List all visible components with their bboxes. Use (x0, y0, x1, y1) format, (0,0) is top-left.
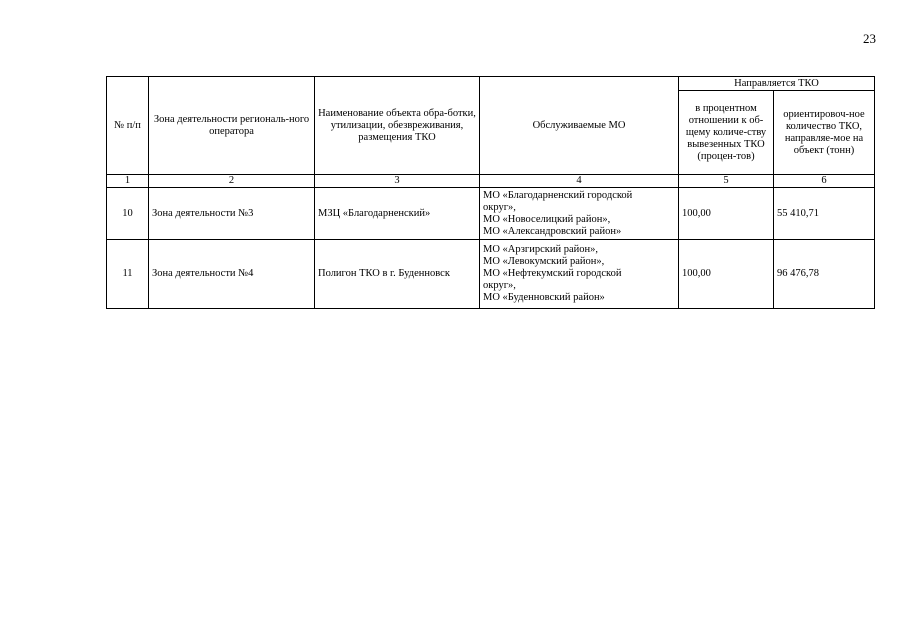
mo-line: МО «Новоселицкий район», (483, 213, 611, 225)
row-mo-list (480, 188, 679, 240)
header-zone: Зона деятельности региональ-ного оператора (149, 77, 315, 175)
row-number: 10 (107, 188, 149, 240)
header-directed-group: Направляется ТКО (679, 77, 875, 91)
page-number: 23 (863, 31, 876, 46)
mo-line: округ», (483, 201, 516, 213)
row-tons: 96 476,78 (774, 240, 875, 309)
mo-line: МО «Левокумский район», (483, 256, 605, 267)
column-number-3: 3 (315, 175, 480, 188)
header-percent: в процентном отношении к об-щему количе-ству вывезенных ТКО (процен-тов) (679, 91, 774, 175)
header-num: № п/п (107, 77, 149, 175)
mo-line: округ», (483, 280, 516, 291)
row-percent: 100,00 (679, 240, 774, 309)
mo-line: МО «Нефтекумский городской (483, 268, 622, 279)
header-mo: Обслуживаемые МО (480, 77, 679, 175)
mo-line: МО «Буденновский район» (483, 292, 605, 303)
table-row (107, 188, 875, 240)
header-object: Наименование объекта обра-ботки, утилизации, обезвреживания, размещения ТКО (315, 77, 480, 175)
row-object: МЗЦ «Благодарненский» (315, 188, 480, 240)
mo-line: МО «Арзгирский район», (483, 244, 598, 255)
row-zone: Зона деятельности №3 (149, 188, 315, 240)
row-object: Полигон ТКО в г. Буденновск (315, 240, 480, 309)
column-number-5: 5 (679, 175, 774, 188)
column-number-1: 1 (107, 175, 149, 188)
row-percent: 100,00 (679, 188, 774, 240)
column-number-4: 4 (480, 175, 679, 188)
mo-line: МО «Александровский район» (483, 225, 622, 237)
column-number-6: 6 (774, 175, 875, 188)
tko-distribution-table (106, 76, 875, 309)
row-tons: 55 410,71 (774, 188, 875, 240)
row-zone: Зона деятельности №4 (149, 240, 315, 309)
mo-line: МО «Благодарненский городской (483, 189, 633, 201)
row-number: 11 (107, 240, 149, 309)
table-row (107, 240, 875, 309)
header-tons: ориентировоч-ное количество ТКО, направляе-мое на объект (тонн) (774, 91, 875, 175)
column-number-2: 2 (149, 175, 315, 188)
row-mo-list (480, 240, 679, 309)
